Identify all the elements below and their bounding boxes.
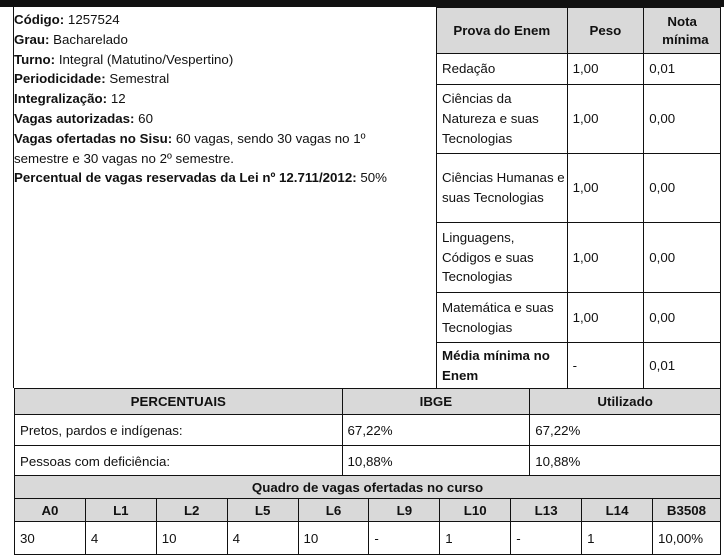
- turno-value: Integral (Matutino/Vespertino): [58, 51, 234, 67]
- enem-row: [437, 85, 721, 154]
- quadro-header-cell: L5: [227, 499, 298, 522]
- codigo-value: 1257524: [67, 12, 120, 27]
- quadro-value-cell: 1: [582, 522, 653, 555]
- vagas-autorizadas-label: Vagas autorizadas:: [14, 110, 135, 126]
- enem-row: [437, 293, 721, 343]
- enem-peso-cell: 1,00: [567, 154, 644, 223]
- quadro-header-cell: L2: [156, 499, 227, 522]
- grau-value: Bacharelado: [53, 31, 128, 47]
- percentual-value: 50%: [360, 170, 387, 186]
- quadro-vagas-table: [14, 475, 721, 555]
- enem-nota-cell: 0,00: [644, 85, 721, 154]
- percentuais-label-cell: Pretos, pardos e indígenas:: [15, 415, 343, 446]
- enem-peso-cell: 1,00: [567, 223, 644, 293]
- enem-row: [437, 154, 721, 223]
- enem-peso-cell: -: [567, 343, 644, 389]
- quadro-value-cell: 10,00%: [652, 522, 720, 555]
- quadro-values-row: [15, 522, 721, 555]
- percentuais-label-cell: Pessoas com deficiência:: [15, 446, 343, 477]
- enem-peso-cell: 1,00: [567, 54, 644, 85]
- frame-left-line: [13, 7, 14, 388]
- enem-peso-cell: 1,00: [567, 85, 644, 154]
- quadro-header-cell: L10: [440, 499, 511, 522]
- enem-peso-cell: 1,00: [567, 293, 644, 343]
- turno-label: Turno:: [14, 51, 56, 67]
- vagas-autorizadas-value: 60: [138, 110, 153, 126]
- periodicidade-value: Semestral: [109, 71, 170, 87]
- quadro-value-cell: 4: [227, 522, 298, 555]
- enem-prova-cell: Ciências Humanas e suas Tecnologias: [437, 154, 568, 223]
- enem-row: [437, 343, 721, 389]
- quadro-title-row: [15, 476, 721, 499]
- percentuais-utilizado-cell: 10,88%: [530, 446, 721, 477]
- quadro-value-cell: 30: [15, 522, 86, 555]
- enem-nota-cell: 0,00: [644, 293, 721, 343]
- enem-nota-cell: 0,01: [644, 343, 721, 389]
- enem-nota-cell: 0,01: [644, 54, 721, 85]
- quadro-header-cell: A0: [15, 499, 86, 522]
- quadro-header-row: [15, 499, 721, 522]
- enem-prova-cell: Redação: [437, 54, 568, 85]
- percentuais-row: [15, 446, 721, 477]
- enem-row: [437, 54, 721, 85]
- quadro-value-cell: 10: [298, 522, 369, 555]
- enem-nota-cell: 0,00: [644, 223, 721, 293]
- percentuais-table: [14, 388, 721, 477]
- enem-table: [436, 7, 721, 389]
- enem-header-nota-text: Nota mínima: [662, 13, 709, 47]
- quadro-header-cell: L1: [85, 499, 156, 522]
- enem-prova-cell: Matemática e suas Tecnologias: [437, 293, 568, 343]
- codigo-label: Código:: [14, 12, 65, 27]
- vagas-sisu-label: Vagas ofertadas no Sisu:: [14, 130, 173, 146]
- enem-header-peso: Peso: [567, 8, 644, 54]
- percentuais-header-row: [15, 389, 721, 415]
- enem-nota-cell: 0,00: [644, 154, 721, 223]
- quadro-value-cell: 4: [85, 522, 156, 555]
- percentual-label: Percentual de vagas reservadas da Lei nº 12.711/2012:: [14, 170, 357, 186]
- quadro-value-cell: 10: [156, 522, 227, 555]
- enem-header-nota: [644, 8, 721, 54]
- enem-header-prova: Prova do Enem: [437, 8, 568, 54]
- percentuais-header-label: PERCENTUAIS: [15, 389, 343, 415]
- quadro-title: Quadro de vagas ofertadas no curso: [15, 476, 721, 499]
- percentuais-ibge-cell: 67,22%: [342, 415, 530, 446]
- percentuais-utilizado-cell: 67,22%: [530, 415, 721, 446]
- vagas-sisu-value-line2: semestre e 30 vagas no 2º semestre.: [14, 150, 234, 166]
- quadro-header-cell: L14: [582, 499, 653, 522]
- enem-row: [437, 223, 721, 293]
- vagas-sisu-value-line1: 60 vagas, sendo 30 vagas no 1º: [175, 130, 366, 146]
- enem-prova-cell: Ciências da Natureza e suas Tecnologias: [437, 85, 568, 154]
- percentuais-row: [15, 415, 721, 446]
- top-border: [0, 0, 724, 7]
- percentuais-header-utilizado: Utilizado: [530, 389, 721, 415]
- grau-label: Grau:: [14, 31, 50, 47]
- percentuais-ibge-cell: 10,88%: [342, 446, 530, 477]
- quadro-header-cell: L6: [298, 499, 369, 522]
- quadro-value-cell: 1: [440, 522, 511, 555]
- course-info: [14, 10, 434, 188]
- percentuais-header-ibge: IBGE: [342, 389, 530, 415]
- enem-header-row: [437, 8, 721, 54]
- quadro-header-cell: L13: [511, 499, 582, 522]
- quadro-header-cell: L9: [369, 499, 440, 522]
- enem-prova-cell: Média mínima no Enem: [437, 343, 568, 389]
- periodicidade-label: Periodicidade:: [14, 71, 106, 87]
- quadro-header-cell: B3508: [652, 499, 720, 522]
- quadro-value-cell: -: [511, 522, 582, 555]
- integralizacao-value: 12: [110, 91, 126, 107]
- quadro-value-cell: -: [369, 522, 440, 555]
- enem-prova-cell: Linguagens, Códigos e suas Tecnologias: [437, 223, 568, 293]
- integralizacao-label: Integralização:: [14, 91, 108, 107]
